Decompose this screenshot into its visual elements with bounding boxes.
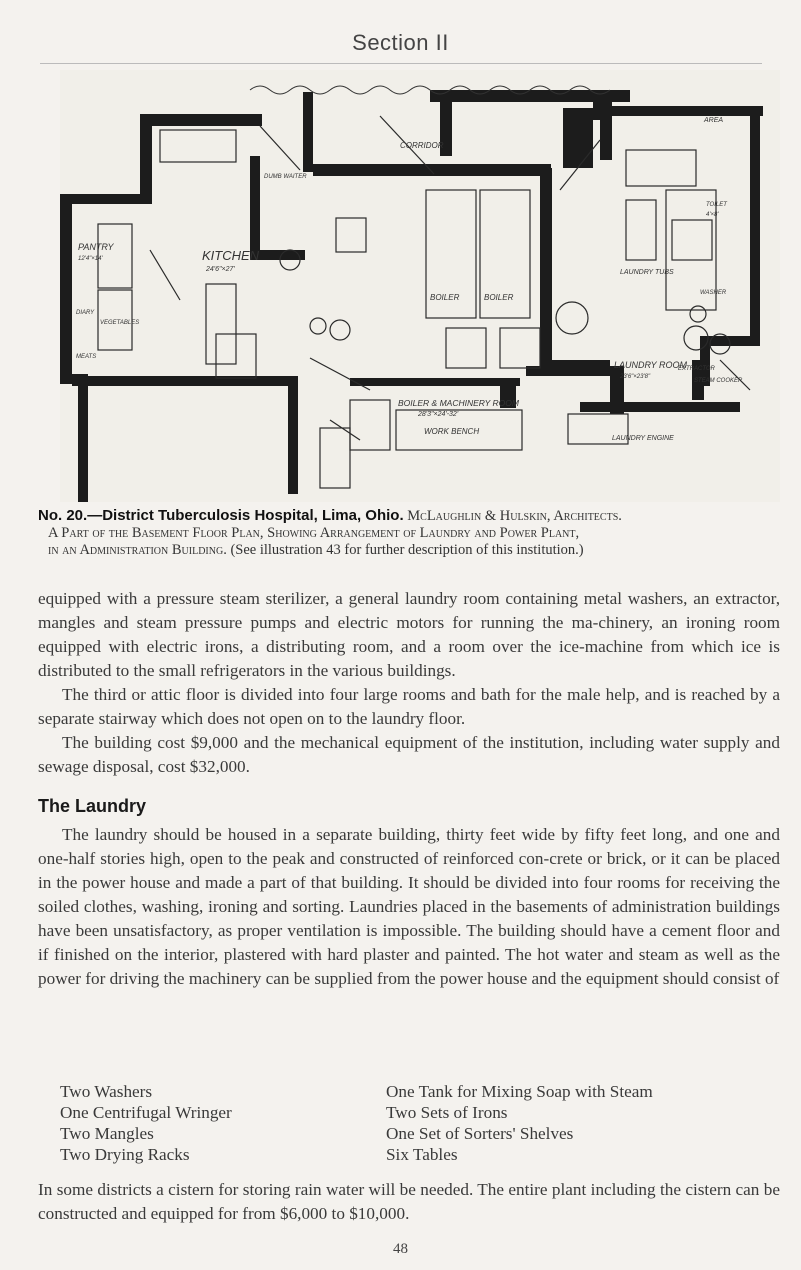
plan-label-extractor: EXTRACTOR (678, 366, 715, 372)
equipment-item: Six Tables (386, 1145, 458, 1164)
equipment-item: One Set of Sorters' Shelves (386, 1124, 574, 1143)
paragraph-2 (38, 683, 780, 731)
caption-note: (See illustration 43 for further description of this institution.) (226, 542, 584, 558)
plan-label-laundry-room: LAUNDRY ROOM (614, 360, 688, 370)
floor-plan-drawing (60, 70, 780, 502)
plan-label-laundry-engine: LAUNDRY ENGINE (612, 435, 674, 442)
caption-title: —District Tuberculosis Hospital, Lima, Ohio. (87, 507, 404, 524)
caption-number: No. 20. (38, 507, 88, 524)
plan-label-toilet: TOILET (706, 202, 727, 208)
equipment-list (60, 1081, 760, 1165)
caption-line-3: in an Administration Building. (48, 542, 227, 558)
section-subheading: The Laundry (38, 796, 147, 816)
paragraph-5 (38, 1178, 780, 1226)
plan-label-laundry-tubs: LAUNDRY TUBS (620, 269, 674, 276)
caption-architects: McLaughlin & Hulskin, Architects. (403, 508, 622, 524)
plan-label-area: AREA (704, 117, 724, 124)
floor-plan-svg (60, 70, 780, 502)
plan-label-meats: MEATS (76, 354, 97, 360)
plan-label-boiler-room-size: 28'3"×24'-32' (418, 411, 459, 418)
equipment-item: One Centrifugal Wringer (60, 1103, 232, 1122)
plan-label-pantry: PANTRY (78, 242, 114, 252)
figure-caption (38, 507, 778, 559)
plan-label-laundry-room-size: 23'6"×23'8" (620, 374, 651, 380)
paragraph-3 (38, 731, 780, 779)
plan-label-kitchen-size: 24'6"×27' (206, 266, 235, 273)
equipment-item: Two Sets of Irons (386, 1103, 508, 1122)
plan-label-dumb-waiter: DUMB WAITER (264, 174, 307, 180)
paragraph-3-text: The building cost $9,000 and the mechanical equipment of the institution, including water supply and sewage disposal, cost $32,000. (38, 733, 780, 776)
plan-label-vegetables: VEGETABLES (100, 320, 140, 326)
section-heading: Section II (352, 30, 449, 55)
plan-label-diary: DIARY (76, 310, 95, 316)
equipment-item: Two Mangles (60, 1124, 154, 1143)
paragraph-4 (38, 823, 780, 991)
paragraph-1-text: equipped with a pressure steam sterilizer, a general laundry room containing metal washers, an extractor, mangles and steam pressure pumps and electric motors for running the ma-chinery, an ironing room equipped with electric irons, a distributing room, and a room over the ice-machine from which ice is distributed to the small refrigerators in the various buildings. (38, 589, 780, 680)
equipment-item: Two Washers (60, 1082, 153, 1101)
plan-label-boiler-1: BOILER (430, 293, 460, 302)
plan-label-work-bench: WORK BENCH (424, 427, 480, 436)
page-number: 48 (393, 1241, 408, 1257)
paragraph-1 (38, 587, 780, 683)
caption-line-2: A Part of the Basement Floor Plan, Showing Arrangement of Laundry and Power Plant, (48, 525, 580, 541)
equipment-item: One Tank for Mixing Soap with Steam (386, 1082, 653, 1101)
plan-label-steam-cooker: STEAM COOKER (694, 378, 743, 384)
equipment-item: Two Drying Racks (60, 1145, 190, 1164)
plan-label-corridor: CORRIDOR (400, 141, 444, 150)
paragraph-5-text: In some districts a cistern for storing rain water will be needed. The entire plant including the cistern can be constructed and equipped for from $6,000 to $10,000. (38, 1180, 780, 1223)
paragraph-2-text: The third or attic floor is divided into four large rooms and bath for the male help, and is reached by a separate stairway which does not open on to the laundry floor. (38, 685, 780, 728)
plan-label-pantry-size: 12'4"×14' (78, 256, 103, 262)
plan-label-washer: WASHER (700, 290, 727, 296)
plan-label-boiler-room: BOILER & MACHINERY ROOM (398, 398, 519, 408)
plan-label-boiler-2: BOILER (484, 293, 514, 302)
paragraph-4-text: The laundry should be housed in a separate building, thirty feet wide by fifty feet long, and one and one-half stories high, open to the peak and constructed of reinforced con-crete or brick, or it can be placed in the power house and made a part of that building. It should be divided into four rooms for receiving the soiled clothes, washing, ironing and sorting. Laundries placed in the basements of administration buildings have been unsatisfactory, as proper ventilation is impossible. The building should have a cement floor and if finished on the interior, plastered with hard plaster and painted. The hot water and steam as well as the power for driving the machinery can be supplied from the power house and the equipment should consist of (38, 825, 780, 988)
header-rule (40, 63, 762, 64)
plan-label-kitchen: KITCHEN (202, 248, 260, 263)
plan-label-toilet-size: 4'×8' (706, 212, 719, 218)
